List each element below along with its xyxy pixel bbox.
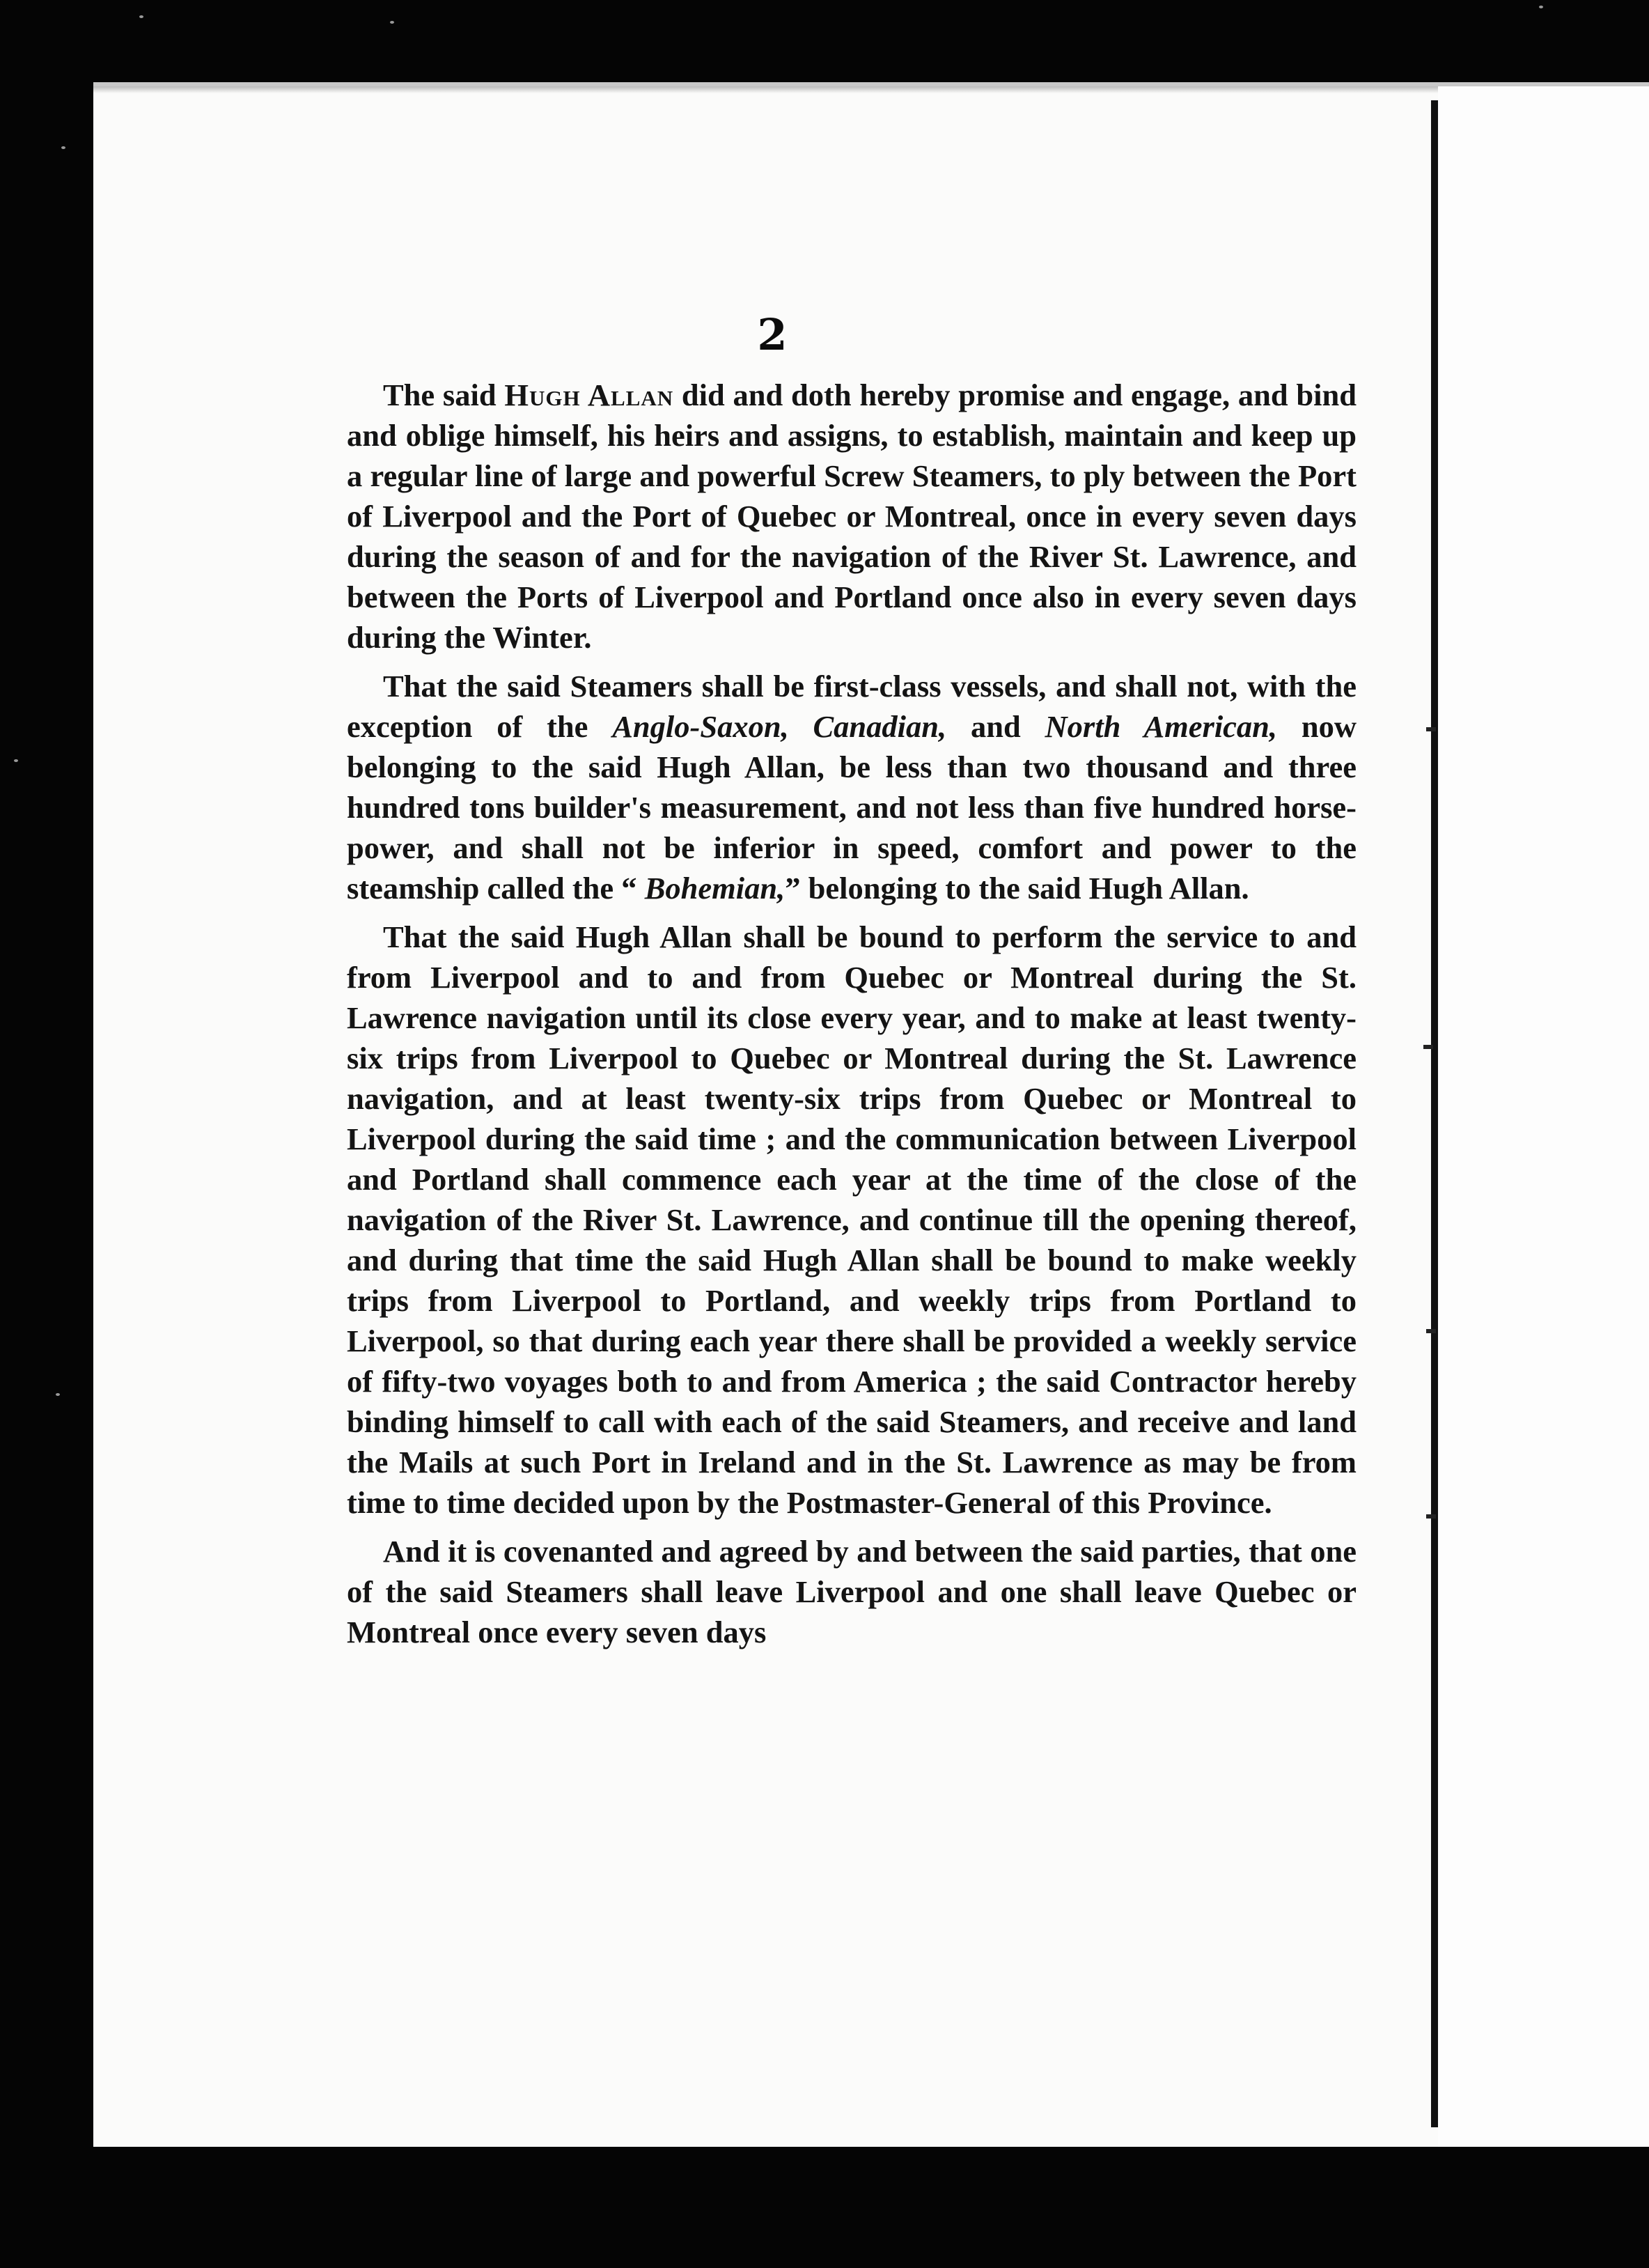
body-text <box>347 375 1357 1661</box>
paragraph-3 <box>347 917 1357 1523</box>
paragraph-4 <box>347 1531 1357 1652</box>
scan-speck <box>56 1393 60 1396</box>
scan-speck <box>61 146 65 149</box>
ship-name-italic: Bohemian, <box>644 871 786 906</box>
text-segment: And it is covenanted and agreed by and between the said parties, that one of the said Steamers shall leave Liverpool and one shall leave Quebec or Montreal once every seven days <box>347 1534 1357 1649</box>
text-segment: The said <box>383 378 505 412</box>
text-segment: That the said Steamers shall be first-class vessels, and shall not, with the exception of the <box>347 669 1357 744</box>
text-segment: That the said Hugh Allan shall be bound to perform the service to and from Liverpool and to and from Quebec or Montreal during the St. Lawrence navigation until its close every year, and to make at least twenty-six trips from Liverpool to Quebec or Montreal during the St. Lawrence navigation, and at least twenty-six trips from Quebec or Montreal to Liverpool during the said time ; and the communication between Liverpool and Portland shall commence each year at the time of the close of the navigation of the River St. Lawrence, and continue till the opening thereof, and during that time the said Hugh Allan shall be bound to make weekly trips from Liverpool to Portland, and weekly trips from Portland to Liverpool, so that during each year there shall be provided a weekly service of fifty-two voyages both to and from America ; the said Contractor hereby binding himself to call with each of the said Steamers, and receive and land the Mails at such Port in Ireland and in the St. Lawrence as may be from time to time decided upon by the Postmaster-General of this Province. <box>347 919 1357 1520</box>
gutter-mark <box>1426 1514 1436 1519</box>
name-small-caps: Hugh Allan <box>504 378 674 412</box>
scan-speck <box>14 759 18 762</box>
scan-speck <box>139 15 143 18</box>
text-segment: and <box>946 709 1045 744</box>
paragraph-2 <box>347 666 1357 908</box>
gutter-mark <box>1426 1329 1436 1333</box>
text-segment: now belonging to the said Hugh Allan, be less than two thousand and three hundred tons builder's measurement, and not less than five hundred horse-power, and shall not be inferior in speed, comfort and power to the steamship called the “ <box>347 709 1357 906</box>
page-top-edge <box>93 86 1649 93</box>
ship-names-italic: Anglo-Saxon, Canadian, <box>612 709 947 744</box>
binding-gutter <box>1431 100 1438 2127</box>
scan-speck <box>390 21 394 24</box>
paragraph-1 <box>347 375 1357 658</box>
page-number: 2 <box>757 309 788 360</box>
facing-page-edge <box>1438 86 1649 2147</box>
text-segment: did and doth hereby promise and engage, and bind and oblige himself, his heirs and assigns, to establish, maintain and keep up a regular line of large and powerful Screw Steamers, to ply between the Port of Liverpool and the Port of Quebec or Montreal, once in every seven days during the season of and for the navigation of the River St. Lawrence, and between the Ports of Liverpool and Portland once also in every seven days during the Winter. <box>347 378 1357 655</box>
ship-name-italic: North American, <box>1045 709 1278 744</box>
gutter-mark <box>1426 727 1436 731</box>
scan-speck <box>1539 6 1543 8</box>
text-segment: ” belonging to the said Hugh Allan. <box>785 871 1249 906</box>
gutter-mark <box>1423 1045 1433 1049</box>
document-page <box>93 82 1649 2147</box>
